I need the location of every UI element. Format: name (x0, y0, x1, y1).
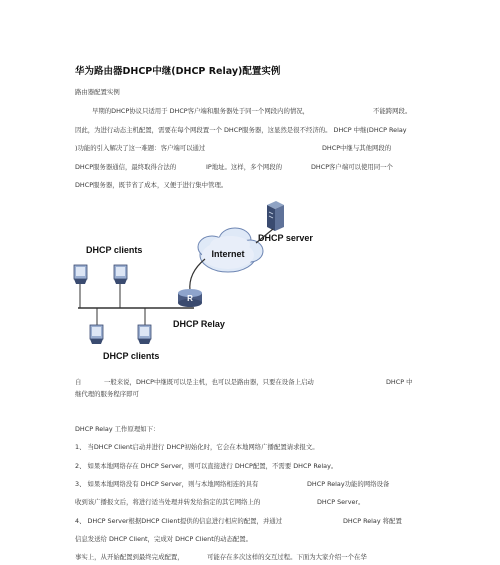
intro-line-3b: DHCP中继与其他网段的 (322, 144, 392, 152)
after-line-1a: 自 (75, 378, 82, 386)
principle-step-5a: 事实上，从开始配置到最终完成配置， (75, 553, 184, 561)
intro-line-4c: DHCP客户端可以使用同一个 (311, 163, 393, 171)
intro-line-1b: 不能跨网段。 (373, 107, 412, 115)
router-internet-link (190, 259, 205, 291)
router-symbol: R (187, 294, 193, 303)
server-icon (267, 201, 284, 231)
principle-step-1: 1、 当DHCP Client启动并进行 DHCP初始化时，它会在本地网络广播配置请求报文。 (75, 443, 319, 451)
principle-step-3d: DHCP Server。 (317, 498, 365, 506)
principle-step-3c: 收到该广播报文后，将进行适当处理并转发给指定的其它网络上的 (75, 498, 261, 506)
intro-line-4a: DHCP服务器通信，最终取得合法的 (75, 163, 177, 171)
dhcp-server-label: DHCP server (258, 233, 313, 243)
dhcp-clients-bottom-label: DHCP clients (103, 351, 160, 361)
principle-step-3a: 3、 如果本地网络没有 DHCP Server，则与本地网络相连的具有 (75, 480, 259, 488)
principle-step-4a: 4、 DHCP Server根据DHCP Client提供的信息进行相应的配置，并通过 (75, 517, 283, 525)
after-line-1c: DHCP 中 (386, 378, 413, 386)
principle-step-4b: DHCP Relay 将配置 (343, 517, 402, 525)
after-line-2: 继代理的服务程序即可 (75, 390, 139, 398)
client-computer-icon (90, 325, 103, 344)
principle-step-3b: DHCP Relay功能的网络设备 (307, 480, 390, 488)
intro-line-5: DHCP服务器，既节省了成本，又便于进行集中管理。 (75, 181, 228, 189)
principle-step-5b: 可能存在多次这样的交互过程。下面为大家介绍一个在华 (207, 553, 367, 561)
section-subtitle: 路由器配置实例 (75, 88, 120, 96)
after-line-1b: 一般来说，DHCP中继既可以是主机，也可以是路由器，只要在设备上启动 (104, 378, 314, 386)
intro-line-3a: )功能的引入解决了这一难题：客户端可以通过 (75, 144, 206, 152)
intro-line-1a: 早期的DHCP协议只适用于 DHCP客户端和服务器处于同一个网段内的情况， (92, 107, 310, 115)
principle-step-2: 2、 如果本地网络存在 DHCP Server，则可以直接进行 DHCP配置，不需要 DHCP Relay。 (75, 462, 338, 470)
dhcp-clients-top-label: DHCP clients (86, 245, 143, 255)
client-computer-icon (74, 265, 87, 284)
client-computer-icon (138, 325, 151, 344)
principle-heading: DHCP Relay 工作原理如下： (75, 425, 160, 433)
dhcp-relay-network-diagram (70, 195, 340, 365)
client-computer-icon (114, 265, 127, 284)
page-title: 华为路由器DHCP中继(DHCP Relay)配置实例 (75, 66, 281, 77)
dhcp-relay-label: DHCP Relay (173, 319, 225, 329)
intro-line-2: 因此，为进行动态主机配置，需要在每个网段置一个 DHCP服务器，这显然是很不经济的。 DHCP 中继(DHCP Relay (75, 126, 407, 134)
intro-line-4b: IP地址。这样，多个网段的 (206, 163, 283, 171)
internet-label: Internet (211, 249, 245, 259)
principle-step-4c: 信息发送给 DHCP Client，完成对 DHCP Client的动态配置。 (75, 535, 253, 543)
